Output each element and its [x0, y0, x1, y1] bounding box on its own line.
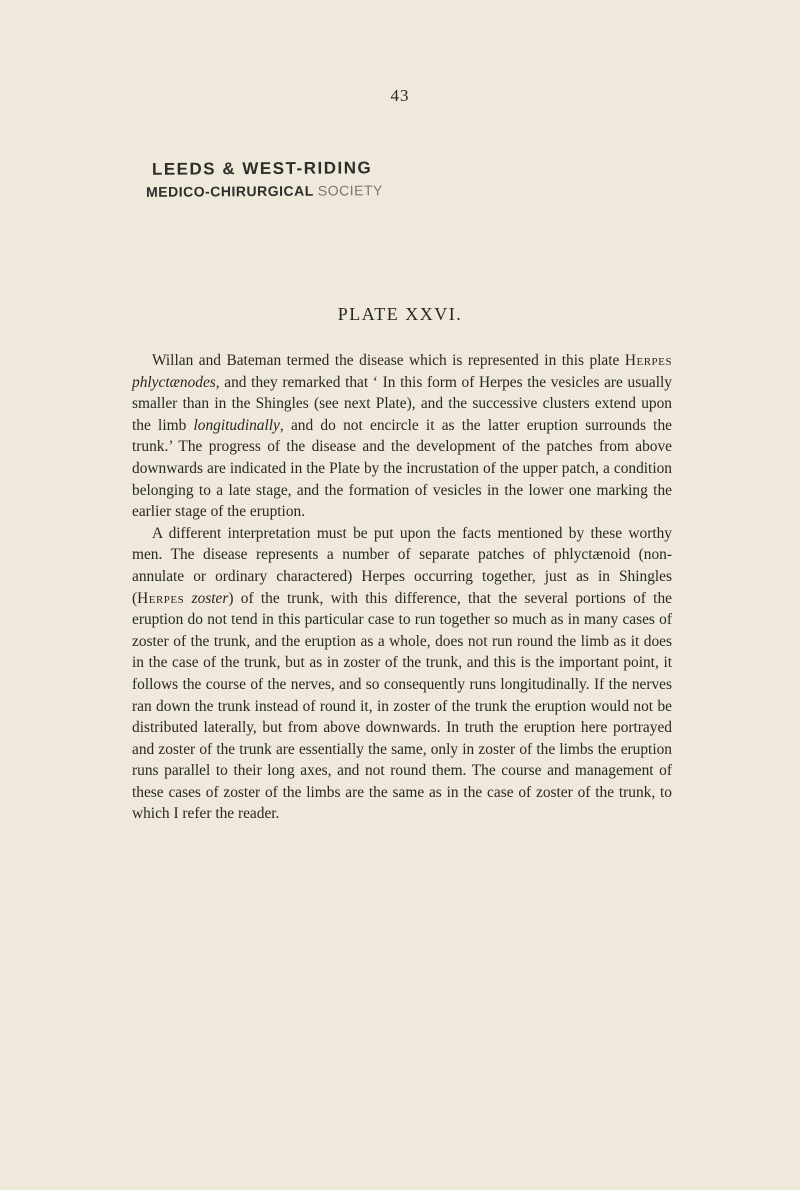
- stamp-line-2-faded: SOCIETY: [317, 182, 383, 199]
- stamp-line-1: LEEDS & WEST-RIDING: [151, 158, 373, 179]
- plate-title: PLATE XXVI.: [337, 304, 463, 324]
- text-segment: longitudinally: [193, 416, 280, 434]
- text-segment: Herpes: [624, 352, 672, 369]
- stamp-line-2-main: MEDICO-CHIRURGICAL: [146, 182, 318, 200]
- text-segment: [184, 590, 191, 607]
- paragraph-2: [132, 523, 672, 825]
- text-segment: , and they remarked that ‘ In this form of Herpes the vesicles are usually smaller than in the Shingles (see next Plate), and the successive clusters extend upon the limb: [132, 373, 672, 434]
- text-segment: zoster: [191, 589, 229, 607]
- text-segment: ) of the trunk, with this difference, that the several portions of the eruption do not tend in this particular case to run together so much as in many cases of zoster of the trunk, and the eruption as a whole, does not run round the limb as it does in the case of the trunk, but as in zoster of the trunk, and this is the important point, it follows the course of the nerves, and so consequently runs longitudinally. If the nerves ran down the trunk instead of round it, in zoster of the trunk the eruption would not be distributed laterally, but from above downwards. In truth the eruption here portrayed and zoster of the trunk are essentially the same, only in zoster of the limbs the eruption runs parallel to their long axes, and not round them. The course and management of these cases of zoster of the limbs are the same as in the case of zoster of the trunk, to which I refer the reader.: [132, 589, 672, 823]
- page-number: 43: [390, 86, 410, 105]
- text-segment: A different interpretation must be put upon the facts mentioned by these worthy men. The disease represents a number of separate patches of phlyctænoid (non-annulate or ordinary charactered) Herpes occurring together, just as in Shingles (: [132, 524, 672, 607]
- library-stamp: [146, 157, 383, 203]
- stamp-line-2: [146, 179, 383, 203]
- paragraph-1: [132, 350, 672, 523]
- text-segment: , and do not encircle it as the latter eruption surrounds the trunk.’ The progress of the disease and the development of the patches from above downwards are indicated in the Plate by the incrustation of the upper patch, a condition belonging to a late stage, and the formation of vesicles in the lower one marking the earlier stage of the eruption.: [132, 416, 672, 521]
- text-segment: phlyctænodes: [132, 373, 216, 391]
- body-text: [132, 350, 672, 825]
- text-segment: Willan and Bateman termed the disease which is represented in this plate: [152, 352, 625, 369]
- text-segment: Herpes: [137, 589, 185, 607]
